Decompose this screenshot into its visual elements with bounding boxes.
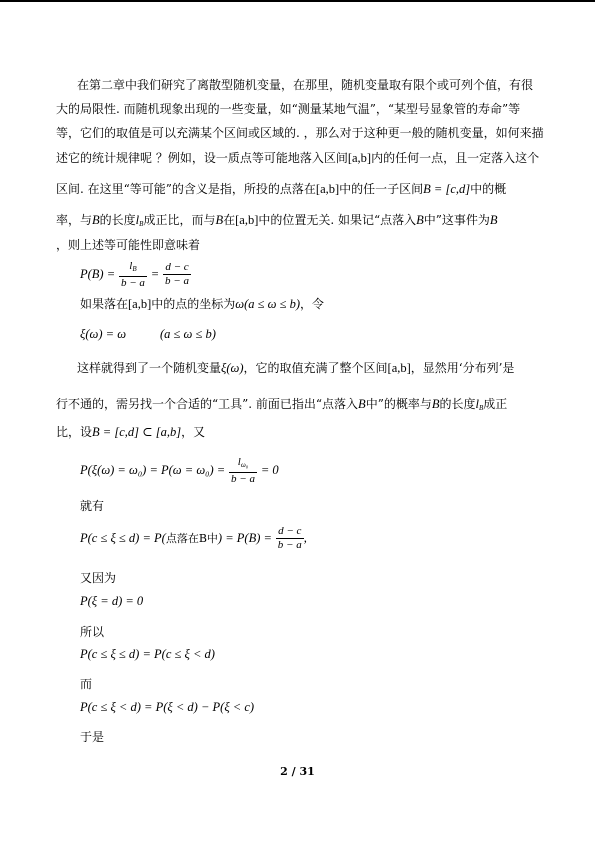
text: 中的位置无关. 如果记“点落入 <box>258 213 417 227</box>
eq-text: 点落在B中 <box>165 532 218 545</box>
text: ，显然用‘分布列’是 <box>410 361 515 375</box>
text: ，又 <box>181 425 206 439</box>
math-interval: [a,b] <box>387 361 411 375</box>
math-B: B <box>431 397 440 411</box>
eq: P(c ≤ ξ ≤ d) = P(c ≤ ξ < d) <box>80 647 215 661</box>
equation-6 <box>80 646 215 662</box>
math-subinterval: B = [c,d] <box>423 182 471 196</box>
para1-line3 <box>56 125 544 141</box>
math-lB: $l_B$ <box>475 397 484 412</box>
equation-4 <box>80 523 307 554</box>
math-subset: B = [c,d] ⊂ [a,b] <box>92 425 182 439</box>
fraction: $\frac{l_{\omega_0}}{b - a}$ <box>231 455 255 485</box>
top-rule <box>0 0 595 2</box>
text: 在第二章中我们研究了离散型随机变量，在那里，随机变量取有限个或可列个值，有很 <box>77 78 534 92</box>
math-interval: [a,b] <box>235 213 259 227</box>
equation-2 <box>80 326 216 342</box>
text: 内的任何一点，且一定落入这个 <box>371 151 540 165</box>
text: 区间. 在这里“等可能”的含义是指，所投的点落在 <box>56 182 316 196</box>
text: ，令 <box>299 297 324 311</box>
para1-line5 <box>56 181 506 197</box>
text: 述它的统计规律呢 ？例如，设一质点等可能地落入区间 <box>56 151 348 165</box>
label-jiuyou <box>80 498 104 514</box>
text: 大的局限性. 而随机现象出现的一些变量，如“测量某地气温”，“某型号显象管的寿命”等 <box>56 102 521 116</box>
text: 这样就得到了一个随机变量 <box>77 361 222 375</box>
text: ，则上述等可能性即意味着 <box>56 238 201 252</box>
math-B: B <box>416 213 424 227</box>
label-er <box>80 676 92 692</box>
eq-lhs: P(B) = <box>80 267 116 281</box>
fraction: $\frac{d - c}{b - a}$ <box>165 261 189 287</box>
para1-line2 <box>56 101 520 117</box>
eq-lhs: P(c ≤ ξ ≤ d) = P( <box>80 531 166 545</box>
para2-line <box>80 296 324 312</box>
eq: P(c ≤ ξ < d) = P(ξ < d) − P(ξ < c) <box>80 700 255 714</box>
text: 中的点的坐标为 <box>151 297 236 311</box>
para1-line1 <box>77 77 533 93</box>
text: 的长度 <box>439 397 476 411</box>
math-B: B <box>358 397 366 411</box>
text: 等，它们的取值是可以充满某个区间或区域的. ，那么对于这种更一般的随机变量，如何来描 <box>56 126 544 140</box>
equation-5 <box>80 593 143 609</box>
para3-line1 <box>77 360 514 376</box>
text: 成正比，而与 <box>143 213 216 227</box>
eq-lhs: ξ(ω) = ω <box>80 327 127 341</box>
math-xi: ξ(ω) <box>221 361 244 375</box>
equation-7 <box>80 699 254 715</box>
text: 比，设 <box>56 425 93 439</box>
eq-lhs: P(ξ(ω) = ω₀) = P(ω = ω₀) = <box>80 463 226 477</box>
text: 又因为 <box>80 571 117 585</box>
equation-3 <box>80 455 279 486</box>
para1-line7 <box>56 237 200 253</box>
eq-condition: (a ≤ ω ≤ b) <box>160 327 216 341</box>
fraction: $\frac{d - c}{b - a}$ <box>277 525 302 551</box>
equation-1: P(B) = $\frac{l_B}{b - a}$ = $\frac{d - c}{b - a}$ <box>80 259 189 289</box>
label-youyinwei <box>80 570 116 586</box>
eq-rhs: ) = P(B) = <box>217 531 272 545</box>
text: 中”的概率与 <box>365 397 432 411</box>
label-suoyi <box>80 624 104 640</box>
page-number: 2 / 31 <box>280 765 315 778</box>
eq: P(ξ = d) = 0 <box>80 594 144 608</box>
text: 中的任一子区间 <box>339 182 424 196</box>
math-B: B <box>92 213 100 227</box>
eq-tail: , <box>303 531 307 545</box>
para1-line4 <box>56 150 539 166</box>
label-yushi <box>80 729 104 745</box>
text: 成正 <box>483 397 508 411</box>
text: 而 <box>80 677 93 691</box>
eq-rhs: = 0 <box>260 463 279 477</box>
text: 于是 <box>80 730 105 744</box>
text: 中”这事件为 <box>423 213 490 227</box>
text: 率，与 <box>56 213 93 227</box>
text: ，它的取值充满了整个区间 <box>243 361 388 375</box>
math-interval: [a,b] <box>315 182 340 196</box>
para1-line6 <box>56 212 498 232</box>
text: 行不通的，需另找一个合适的“工具”. 前面已指出“点落入 <box>56 397 359 411</box>
fraction: $\frac{l_B}{b - a}$ <box>120 259 145 289</box>
math-B: B <box>215 213 224 227</box>
para3-line3 <box>56 424 205 440</box>
math-omega: ω(a ≤ ω ≤ b) <box>235 297 300 311</box>
math-B: B <box>489 213 498 227</box>
para3-line2 <box>56 396 507 416</box>
text: 在 <box>223 213 236 227</box>
math-lB: $l_B$ <box>135 213 144 228</box>
math-interval: [a,b] <box>128 297 152 311</box>
text: 所以 <box>80 625 105 639</box>
text: 的长度 <box>99 213 136 227</box>
text: 如果落在 <box>80 297 129 311</box>
text: 就有 <box>80 499 105 513</box>
text: 中的概 <box>470 182 507 196</box>
math-interval: [a,b] <box>347 151 372 165</box>
